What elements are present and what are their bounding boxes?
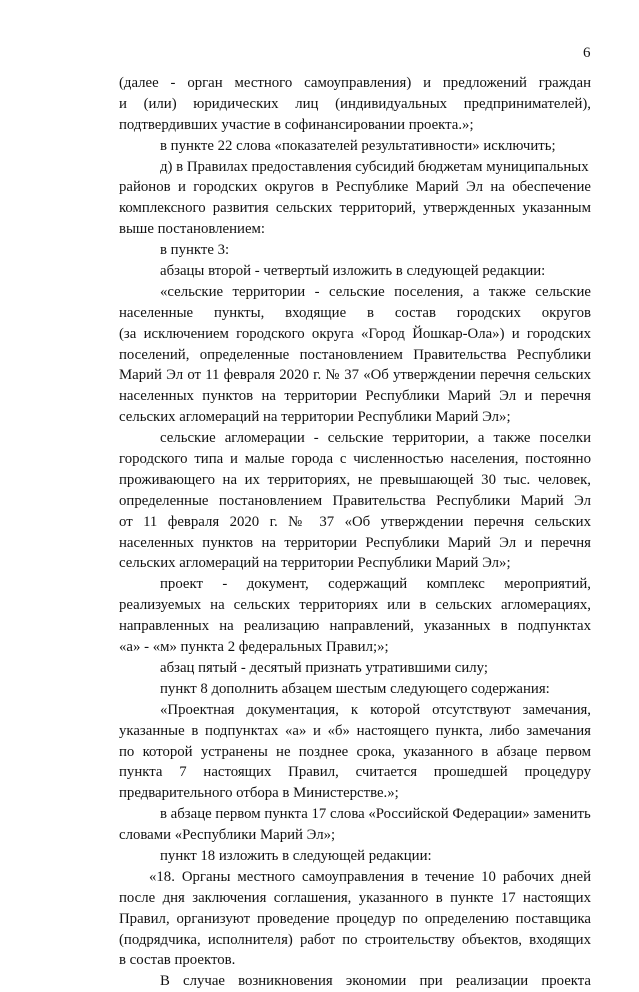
text-line: реализуемых на сельских территориях или в сельских агломерациях, bbox=[119, 597, 591, 614]
text-line: «а» - «м» пункта 2 федеральных Правил;»; bbox=[119, 639, 389, 656]
text-line: сельские агломерации - сельские территории, а также поселки bbox=[160, 430, 591, 447]
text-line: предварительного отбора в Министерстве.»; bbox=[119, 785, 399, 802]
text-line: населенных пунктов на территории Республики Марий Эл и перечня bbox=[119, 534, 591, 551]
text-line: абзац пятый - десятый признать утратившими силу; bbox=[160, 659, 488, 676]
text-line: определенные постановлением Правительства Республики Марий Эл bbox=[119, 492, 591, 509]
text-line: (подрядчика, исполнителя) работ по строительству объектов, входящих bbox=[119, 931, 591, 948]
text-line: проживающего на их территориях, не превышающей 30 тыс. человек, bbox=[119, 471, 591, 488]
text-line: д) в Правилах предоставления субсидий бюджетам муниципальных bbox=[160, 158, 589, 175]
text-line: указанные в подпунктах «а» и «б» настоящего пункта, либо замечания bbox=[119, 722, 591, 739]
text-line: абзацы второй - четвертый изложить в следующей редакции: bbox=[160, 263, 546, 280]
text-line: «Проектная документация, к которой отсутствуют замечания, bbox=[160, 701, 591, 718]
text-line: комплексного развития сельских территорий, утвержденных указанным bbox=[119, 200, 591, 217]
text-line: районов и городских округов в Республике Марий Эл на обеспечение bbox=[119, 179, 591, 196]
text-line: проект - документ, содержащий комплекс мероприятий, bbox=[160, 576, 591, 593]
text-line: и (или) юридических лиц (индивидуальных предпринимателей), bbox=[119, 95, 591, 112]
text-line: выше постановлением: bbox=[119, 221, 265, 238]
text-line: пункт 18 изложить в следующей редакции: bbox=[160, 847, 432, 864]
text-line: городского типа и малые города с численностью населения, постоянно bbox=[119, 451, 591, 468]
text-line: «18. Органы местного самоуправления в течение 10 рабочих дней bbox=[149, 868, 591, 885]
text-line: сельских агломераций на территории Республики Марий Эл»; bbox=[119, 555, 511, 572]
text-line: в состав проектов. bbox=[119, 952, 236, 969]
text-line: после дня заключения соглашения, указанного в пункте 17 настоящих bbox=[119, 889, 591, 906]
text-line: (за исключением городского округа «Город Йошкар-Ола») и городских bbox=[119, 325, 591, 342]
text-line: словами «Республики Марий Эл»; bbox=[119, 827, 336, 844]
text-line: в абзаце первом пункта 17 слова «Российской Федерации» заменить bbox=[160, 806, 591, 823]
document-body bbox=[119, 73, 591, 992]
text-line: подтвердивших участие в софинансировании проекта.»; bbox=[119, 116, 474, 133]
text-line: сельских агломераций на территории Республики Марий Эл»; bbox=[119, 409, 511, 426]
text-line: Марий Эл от 11 февраля 2020 г. № 37 «Об утверждении перечня сельских bbox=[119, 367, 591, 384]
text-line: в пункте 22 слова «показателей результативности» исключить; bbox=[160, 137, 556, 154]
text-line: населенных пунктов на территории Республики Марий Эл и перечня bbox=[119, 388, 591, 405]
text-line: населенные пункты, входящие в состав городских округов bbox=[119, 304, 591, 321]
text-line: пункт 8 дополнить абзацем шестым следующего содержания: bbox=[160, 680, 550, 697]
text-line: в пункте 3: bbox=[160, 242, 230, 259]
text-line: по которой устранены не позднее срока, указанного в абзаце первом bbox=[119, 743, 591, 760]
text-line: от 11 февраля 2020 г. № 37 «Об утверждении перечня сельских bbox=[119, 513, 591, 530]
text-line: пункта 7 настоящих Правил, считается прошедшей процедуру bbox=[119, 764, 591, 781]
text-line: «сельские территории - сельские поселения, а также сельские bbox=[160, 283, 591, 300]
text-line: поселений, определенные постановлением Правительства Республики bbox=[119, 346, 591, 363]
page-number: 6 bbox=[583, 45, 591, 61]
text-line: (далее - орган местного самоуправления) и предложений граждан bbox=[119, 75, 591, 91]
text-line: В случае возникновения экономии при реализации проекта bbox=[160, 973, 591, 990]
text-line: Правил, организуют проведение процедур по определению поставщика bbox=[119, 910, 591, 927]
text-line: направленных на реализацию направлений, указанных в подпунктах bbox=[119, 618, 591, 635]
